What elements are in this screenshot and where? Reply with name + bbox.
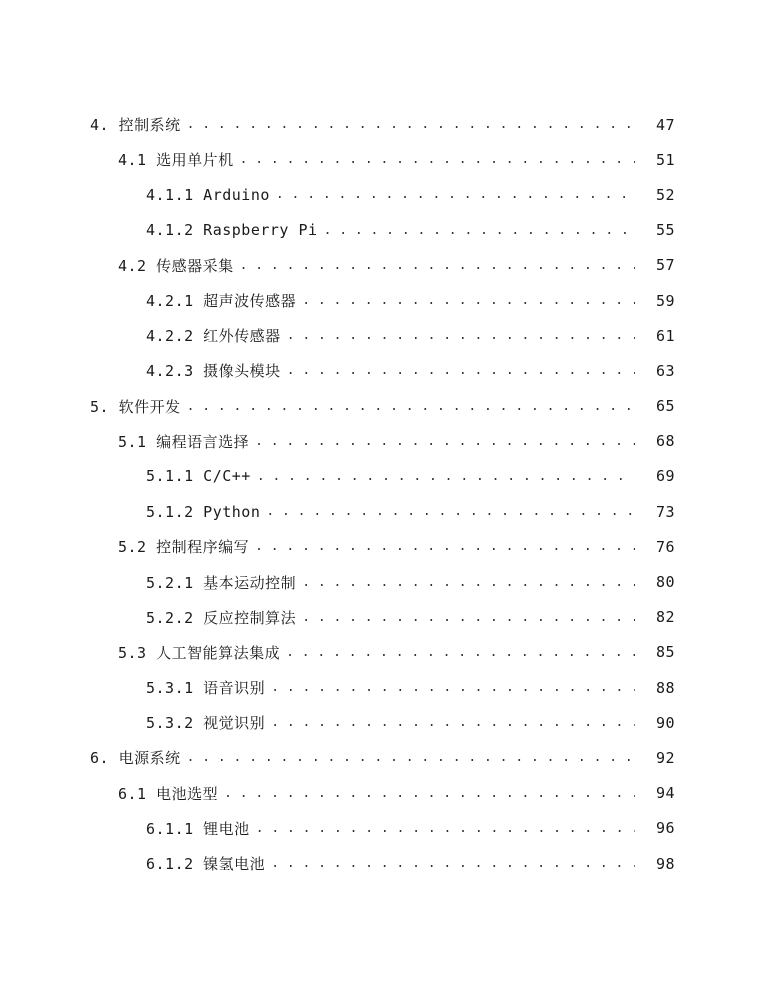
toc-entry[interactable] bbox=[0, 635, 765, 670]
toc-entry-label: 5.1.1 C/C++ bbox=[146, 467, 251, 486]
toc-entry[interactable] bbox=[0, 213, 765, 248]
toc-dot-leader bbox=[187, 750, 635, 765]
toc-entry-label: 4.1.1 Arduino bbox=[146, 185, 270, 204]
toc-dot-leader bbox=[324, 223, 635, 238]
toc-page-number: 65 bbox=[655, 397, 675, 416]
toc-entry[interactable] bbox=[0, 564, 765, 599]
toc-entry-label: 5.2.1 基本运动控制 bbox=[146, 573, 297, 592]
toc-dot-leader bbox=[287, 363, 635, 378]
toc-page-number: 96 bbox=[655, 819, 675, 838]
toc-page-number: 82 bbox=[655, 608, 675, 627]
toc-dot-leader bbox=[302, 610, 635, 625]
toc-dot-leader bbox=[302, 293, 635, 308]
toc-entry[interactable] bbox=[0, 389, 765, 424]
toc-page-number: 55 bbox=[655, 221, 675, 240]
toc-entry[interactable] bbox=[0, 318, 765, 353]
toc-page-number: 88 bbox=[655, 678, 675, 697]
toc-entry[interactable] bbox=[0, 424, 765, 459]
toc-entry-label: 4.1.2 Raspberry Pi bbox=[146, 221, 318, 240]
toc-entry[interactable] bbox=[0, 670, 765, 705]
toc-entry-label: 4.2.1 超声波传感器 bbox=[146, 292, 297, 311]
toc-entry[interactable] bbox=[0, 107, 765, 142]
toc-entry-label: 5.1.2 Python bbox=[146, 502, 261, 521]
toc-page-number: 47 bbox=[655, 115, 675, 134]
toc-page-number: 94 bbox=[655, 784, 675, 803]
toc-dot-leader bbox=[271, 715, 635, 730]
toc-dot-leader bbox=[287, 328, 635, 343]
toc-page-number: 68 bbox=[655, 432, 675, 451]
toc-entry[interactable] bbox=[0, 283, 765, 318]
toc-entry[interactable] bbox=[0, 177, 765, 212]
toc-entry[interactable] bbox=[0, 846, 765, 881]
toc-entry-label: 5.2 控制程序编写 bbox=[118, 538, 250, 557]
toc-entry-label: 4.2.2 红外传感器 bbox=[146, 327, 281, 346]
toc-page-number: 92 bbox=[655, 748, 675, 767]
toc-dot-leader bbox=[271, 856, 635, 871]
toc-entry-label: 6.1.2 镍氢电池 bbox=[146, 855, 266, 874]
toc-dot-leader bbox=[187, 399, 635, 414]
toc-entry[interactable] bbox=[0, 740, 765, 775]
toc-dot-leader bbox=[187, 117, 635, 132]
toc-page-number: 59 bbox=[655, 291, 675, 310]
toc-page-number: 69 bbox=[655, 467, 675, 486]
toc-entry[interactable] bbox=[0, 776, 765, 811]
toc-page-number: 52 bbox=[655, 185, 675, 204]
toc-entry[interactable] bbox=[0, 811, 765, 846]
toc-entry-label: 6.1 电池选型 bbox=[118, 784, 219, 803]
toc-entry-label: 6.1.1 锂电池 bbox=[146, 819, 250, 838]
toc-page-number: 63 bbox=[655, 361, 675, 380]
toc-entry[interactable] bbox=[0, 142, 765, 177]
toc-dot-leader bbox=[240, 152, 635, 167]
toc-entry[interactable] bbox=[0, 529, 765, 564]
table-of-contents bbox=[0, 107, 765, 881]
toc-entry[interactable] bbox=[0, 705, 765, 740]
toc-dot-leader bbox=[257, 469, 635, 484]
toc-entry-label: 5.3.1 语音识别 bbox=[146, 679, 266, 698]
toc-dot-leader bbox=[255, 434, 635, 449]
toc-dot-leader bbox=[286, 645, 635, 660]
toc-entry-label: 5. 软件开发 bbox=[90, 397, 181, 416]
toc-dot-leader bbox=[256, 821, 635, 836]
toc-page-number: 57 bbox=[655, 256, 675, 275]
toc-entry-label: 5.3 人工智能算法集成 bbox=[118, 643, 281, 662]
toc-page-number: 73 bbox=[655, 502, 675, 521]
toc-dot-leader bbox=[240, 258, 635, 273]
toc-page-number: 61 bbox=[655, 326, 675, 345]
toc-dot-leader bbox=[266, 504, 635, 519]
toc-dot-leader bbox=[302, 575, 635, 590]
toc-entry[interactable] bbox=[0, 248, 765, 283]
toc-entry-label: 4.2 传感器采集 bbox=[118, 256, 234, 275]
toc-entry[interactable] bbox=[0, 459, 765, 494]
toc-entry[interactable] bbox=[0, 353, 765, 388]
toc-entry-label: 6. 电源系统 bbox=[90, 749, 181, 768]
toc-entry[interactable] bbox=[0, 494, 765, 529]
toc-entry-label: 5.3.2 视觉识别 bbox=[146, 714, 266, 733]
toc-dot-leader bbox=[271, 680, 635, 695]
toc-entry-label: 4.2.3 摄像头模块 bbox=[146, 362, 281, 381]
toc-page-number: 90 bbox=[655, 713, 675, 732]
toc-page-number: 80 bbox=[655, 573, 675, 592]
toc-dot-leader bbox=[224, 786, 635, 801]
toc-page-number: 51 bbox=[655, 150, 675, 169]
toc-page-number: 98 bbox=[655, 854, 675, 873]
toc-dot-leader bbox=[276, 187, 635, 202]
toc-page-number: 85 bbox=[655, 643, 675, 662]
toc-entry-label: 4.1 选用单片机 bbox=[118, 151, 234, 170]
toc-dot-leader bbox=[255, 539, 635, 554]
toc-entry-label: 4. 控制系统 bbox=[90, 116, 181, 135]
toc-entry[interactable] bbox=[0, 600, 765, 635]
toc-page-number: 76 bbox=[655, 537, 675, 556]
toc-entry-label: 5.2.2 反应控制算法 bbox=[146, 608, 297, 627]
toc-entry-label: 5.1 编程语言选择 bbox=[118, 432, 250, 451]
